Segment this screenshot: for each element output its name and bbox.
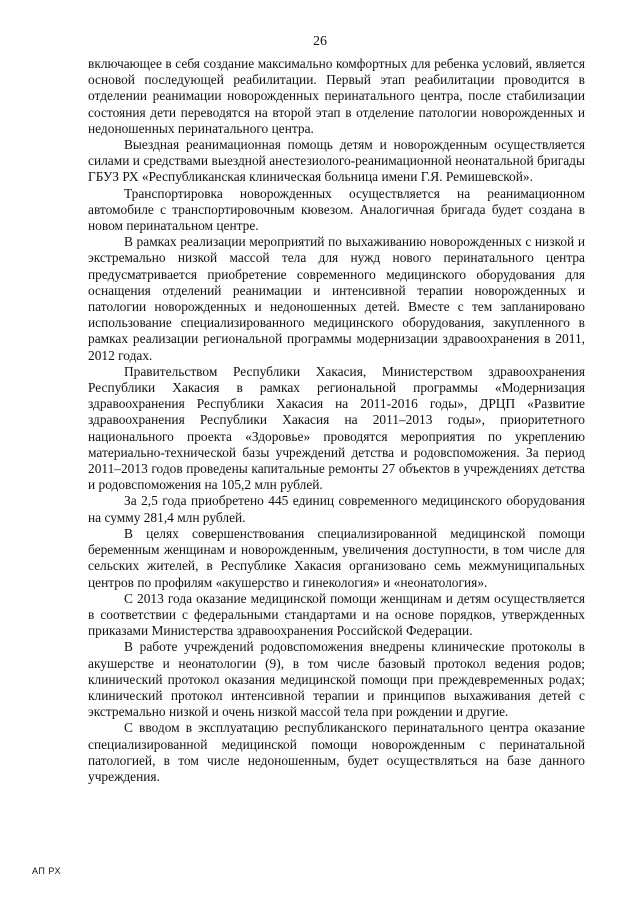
paragraph: За 2,5 года приобретено 445 единиц современного медицинского оборудования на сумму 281,4 млн рублей. [88, 493, 585, 525]
paragraph: В работе учреждений родовспоможения внедрены клинические протоколы в акушерстве и неонатологии (9), в том числе базовый протокол ведения родов; клинический протокол оказания медицинской помощи при преждевременных родах; клинический протокол интенсивной терапии и принципов выхаживания детей с экстремально низкой и очень низкой массой тела при рождении и другие. [88, 639, 585, 720]
paragraph: В рамках реализации мероприятий по выхаживанию новорожденных с низкой и экстремально низкой массой тела для нужд нового перинатального центра предусматривается приобретение современного медицинского оборудования для оснащения отделений реанимации и интенсивной терапии новорожденных и патологии новорожденных и недоношенных детей. Вместе с тем запланировано использование специализированного медицинского оборудования, закупленного в рамках реализации региональной программы модернизации здравоохранения в 2011, 2012 годах. [88, 234, 585, 363]
paragraph: С вводом в эксплуатацию республиканского перинатального центра оказание специализированной медицинской помощи новорожденным с перинатальной патологией, в том числе недоношенным, будет осуществляться на базе данного учреждения. [88, 720, 585, 784]
paragraph: С 2013 года оказание медицинской помощи женщинам и детям осуществляется в соответствии с федеральными стандартами и на основе порядков, утвержденных приказами Министерства здравоохранения Российской Федерации. [88, 590, 585, 639]
paragraph: включающее в себя создание максимально комфортных для ребенка условий, является основой последующей реабилитации. Первый этап реабилитации проводится в отделении реанимации новорожденных перинатального центра, после стабилизации состояния дети переводятся на второй этап в отделение патологии новорожденных и недоношенных перинатального центра. [88, 56, 585, 136]
paragraph: Выездная реанимационная помощь детям и новорожденным осуществляется силами и средствами выездной анестезиолого-реанимационной неонатальной бригады ГБУЗ РХ «Республиканская клиническая больница имени Г.Я. Ремишевской». [88, 137, 585, 185]
paragraph: Транспортировка новорожденных осуществляется на реанимационном автомобиле с транспортировочным кювезом. Аналогичная бригада будет создана в новом перинатальном центре. [88, 185, 585, 234]
page-number: 26 [313, 34, 327, 49]
paragraph: В целях совершенствования специализированной медицинской помощи беременным женщинам и новорожденным, увеличения доступности, в том числе для сельских жителей, в Республике Хакасия организовано семь межмуниципальных центров по профилям «акушерство и гинекология» и «неонатология». [88, 525, 585, 590]
footer-mark: АП РХ [32, 866, 61, 876]
document-body [88, 56, 585, 785]
paragraph: Правительством Республики Хакасия, Министерством здравоохранения Республики Хакасия в рамках региональной программы «Модернизация здравоохранения Республики Хакасия на 2011-2016 годы», ДРЦП «Развитие здравоохранения Республики Хакасия на 2011–2013 годы», приоритетного национального проекта «Здоровье» проводятся мероприятия по укреплению материально-технической базы учреждений детства и родовспоможения. За период 2011–2013 годов проведены капитальные ремонты 27 объектов в учреждениях детства и родовспоможения на 105,2 млн рублей. [88, 363, 585, 493]
